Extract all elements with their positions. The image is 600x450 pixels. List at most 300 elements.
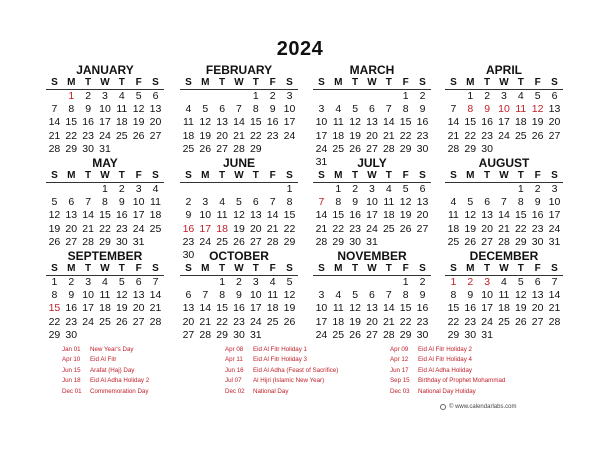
month-february bbox=[180, 64, 298, 156]
day-cell: 4 bbox=[335, 289, 342, 302]
day-empty bbox=[330, 276, 347, 289]
day-cell: 14 bbox=[82, 209, 94, 222]
weekday-label: F bbox=[130, 170, 147, 183]
day-cell: 24 bbox=[315, 142, 328, 155]
day-cell: 15 bbox=[99, 209, 111, 222]
day-cell: 13 bbox=[149, 103, 162, 116]
day-cell: 9 bbox=[185, 209, 192, 222]
day-cell: 20 bbox=[216, 129, 228, 142]
weekday-label: S bbox=[546, 170, 563, 183]
day-cell: 20 bbox=[548, 116, 561, 129]
day-cell: 9 bbox=[534, 196, 541, 209]
day-cell: 7 bbox=[385, 289, 392, 302]
day-cell: 26 bbox=[115, 315, 128, 328]
day-cell-holiday: 12 bbox=[531, 103, 544, 116]
month-name: OCTOBER bbox=[209, 249, 269, 263]
weekday-label: W bbox=[231, 263, 248, 276]
weekday-label: T bbox=[479, 170, 496, 183]
holiday-row bbox=[62, 366, 149, 376]
day-cell: 2 bbox=[419, 276, 426, 288]
day-cell: 26 bbox=[349, 328, 361, 341]
day-cell-holiday: 8 bbox=[467, 103, 474, 116]
day-cell: 19 bbox=[349, 315, 361, 328]
holiday-date: Jul 07 bbox=[225, 377, 242, 385]
weekday-label: S bbox=[445, 170, 462, 183]
calendar-year-title: 2024 bbox=[276, 38, 324, 60]
holiday-date: Jan 01 bbox=[62, 346, 81, 353]
day-cell: 5 bbox=[135, 90, 142, 102]
day-cell: 9 bbox=[269, 103, 276, 116]
day-cell: 23 bbox=[82, 129, 94, 142]
day-cell: 5 bbox=[517, 276, 524, 288]
day-cell: 15 bbox=[399, 116, 412, 129]
day-empty bbox=[46, 90, 63, 103]
day-cell: 23 bbox=[233, 315, 245, 328]
day-cell: 31 bbox=[132, 235, 145, 248]
day-cell: 17 bbox=[548, 209, 561, 222]
holiday-row bbox=[62, 376, 149, 386]
day-cell: 24 bbox=[498, 129, 510, 142]
day-cell: 12 bbox=[199, 116, 212, 129]
day-cell: 5 bbox=[286, 276, 293, 288]
day-empty bbox=[180, 90, 197, 103]
day-cell: 5 bbox=[402, 183, 409, 195]
day-cell: 25 bbox=[266, 315, 279, 328]
day-cell: 30 bbox=[416, 328, 429, 341]
day-empty bbox=[247, 183, 264, 196]
day-cell: 1 bbox=[517, 183, 524, 195]
day-cell: 22 bbox=[249, 129, 262, 142]
day-empty bbox=[380, 276, 397, 289]
holiday-column bbox=[225, 345, 338, 397]
day-cell: 13 bbox=[416, 196, 429, 209]
day-cell: 3 bbox=[551, 183, 558, 195]
holiday-row bbox=[225, 366, 338, 376]
day-cell: 18 bbox=[498, 302, 510, 315]
day-cell: 23 bbox=[115, 222, 128, 235]
day-cell: 8 bbox=[68, 103, 75, 116]
day-empty bbox=[496, 183, 513, 196]
holiday-name: Arafat (Haj) Day bbox=[90, 366, 135, 374]
day-cell: 24 bbox=[366, 222, 378, 235]
month-name: FEBRUARY bbox=[205, 63, 273, 77]
day-cell-holiday: 9 bbox=[484, 103, 491, 116]
day-cell: 17 bbox=[249, 302, 262, 315]
day-cell: 22 bbox=[216, 315, 228, 328]
day-cell: 1 bbox=[51, 276, 58, 288]
weekday-label: T bbox=[347, 77, 364, 90]
holiday-date: Apr 09 bbox=[390, 346, 409, 353]
month-grid bbox=[445, 77, 563, 156]
day-cell: 9 bbox=[419, 103, 426, 116]
day-cell: 11 bbox=[332, 302, 344, 315]
day-cell: 7 bbox=[450, 103, 457, 116]
day-cell: 10 bbox=[366, 196, 378, 209]
day-cell-holiday: 7 bbox=[318, 196, 325, 209]
day-cell: 31 bbox=[315, 155, 328, 168]
day-empty bbox=[180, 183, 197, 196]
weekday-label: S bbox=[445, 263, 462, 276]
day-cell: 6 bbox=[551, 90, 558, 102]
day-cell: 4 bbox=[152, 183, 159, 195]
day-cell: 3 bbox=[501, 90, 507, 102]
day-empty bbox=[445, 183, 462, 196]
day-cell: 7 bbox=[269, 196, 276, 209]
day-cell: 5 bbox=[236, 196, 242, 209]
day-cell: 24 bbox=[132, 222, 145, 235]
day-cell: 6 bbox=[252, 196, 259, 209]
day-cell: 15 bbox=[447, 302, 460, 315]
weekday-label: M bbox=[197, 77, 214, 90]
weekday-label: F bbox=[529, 263, 546, 276]
day-cell: 13 bbox=[132, 289, 145, 302]
holiday-date: Apr 12 bbox=[390, 356, 409, 364]
day-cell: 19 bbox=[199, 129, 212, 142]
day-cell: 26 bbox=[349, 142, 361, 155]
day-cell: 10 bbox=[99, 103, 111, 116]
holiday-name: National Day Holiday bbox=[418, 387, 476, 395]
day-empty bbox=[214, 90, 231, 103]
day-cell: 6 bbox=[369, 289, 375, 302]
day-cell: 20 bbox=[249, 222, 262, 235]
day-cell: 7 bbox=[236, 103, 242, 116]
day-cell: 21 bbox=[149, 302, 162, 315]
month-name: SEPTEMBER bbox=[67, 249, 143, 263]
weekday-label: S bbox=[180, 170, 197, 183]
holiday-name: Al Hijri (Islamic New Year) bbox=[253, 377, 325, 385]
day-cell: 8 bbox=[102, 196, 108, 209]
day-cell: 8 bbox=[335, 196, 342, 209]
day-cell: 10 bbox=[548, 196, 561, 209]
month-grid bbox=[445, 263, 563, 342]
day-cell: 17 bbox=[132, 209, 145, 222]
day-cell: 27 bbox=[531, 315, 544, 328]
month-grid bbox=[180, 263, 298, 342]
day-cell: 24 bbox=[548, 222, 561, 235]
day-cell: 17 bbox=[283, 116, 296, 129]
day-cell: 28 bbox=[82, 235, 94, 248]
day-cell: 22 bbox=[514, 222, 527, 235]
day-cell: 23 bbox=[349, 222, 361, 235]
weekday-label: T bbox=[347, 170, 364, 183]
day-cell: 9 bbox=[419, 289, 426, 302]
day-cell: 18 bbox=[514, 116, 527, 129]
holiday-row bbox=[390, 387, 505, 397]
day-cell: 9 bbox=[85, 103, 92, 116]
day-cell: 12 bbox=[399, 196, 412, 209]
day-cell: 19 bbox=[283, 302, 296, 315]
day-cell: 21 bbox=[315, 222, 328, 235]
weekday-label: W bbox=[97, 170, 114, 183]
month-june bbox=[180, 157, 298, 262]
weekday-label: W bbox=[231, 170, 248, 183]
day-cell: 4 bbox=[185, 103, 192, 116]
day-cell-holiday: 10 bbox=[498, 103, 510, 116]
weekday-label: T bbox=[113, 170, 130, 183]
weekday-label: S bbox=[180, 263, 197, 276]
day-cell-holiday: 18 bbox=[216, 222, 228, 235]
weekday-label: S bbox=[546, 263, 563, 276]
holiday-date: Jun 18 bbox=[62, 377, 81, 385]
day-cell: 17 bbox=[315, 129, 328, 142]
day-cell: 26 bbox=[531, 129, 544, 142]
day-cell: 2 bbox=[185, 196, 192, 209]
day-cell-holiday: 11 bbox=[515, 103, 527, 116]
day-cell: 31 bbox=[249, 328, 262, 341]
day-cell: 16 bbox=[531, 209, 544, 222]
day-cell: 7 bbox=[202, 289, 209, 302]
day-cell: 11 bbox=[182, 116, 194, 129]
weekday-label: S bbox=[445, 77, 462, 90]
month-july bbox=[313, 157, 431, 249]
month-grid bbox=[313, 170, 431, 249]
weekday-label: S bbox=[281, 170, 298, 183]
month-march bbox=[313, 64, 431, 169]
day-cell: 23 bbox=[464, 315, 477, 328]
day-cell: 8 bbox=[286, 196, 293, 209]
month-name: JUNE bbox=[222, 156, 255, 170]
weekday-label: T bbox=[347, 263, 364, 276]
day-cell: 18 bbox=[332, 129, 345, 142]
day-cell: 4 bbox=[335, 103, 342, 116]
day-cell: 28 bbox=[447, 142, 460, 155]
day-empty bbox=[231, 90, 248, 103]
weekday-label: F bbox=[264, 77, 281, 90]
day-cell: 9 bbox=[68, 289, 75, 302]
weekday-label: F bbox=[529, 77, 546, 90]
day-empty bbox=[197, 183, 214, 196]
day-empty bbox=[462, 183, 479, 196]
day-cell: 21 bbox=[199, 315, 212, 328]
day-cell: 11 bbox=[332, 116, 344, 129]
day-cell-holiday: 1 bbox=[450, 276, 457, 288]
holiday-row bbox=[390, 366, 505, 376]
weekday-label: S bbox=[414, 263, 431, 276]
day-cell: 22 bbox=[65, 129, 78, 142]
holiday-row bbox=[62, 387, 149, 397]
day-cell: 24 bbox=[99, 129, 111, 142]
day-empty bbox=[80, 183, 97, 196]
weekday-label: W bbox=[496, 263, 513, 276]
day-cell: 2 bbox=[118, 183, 125, 195]
day-cell: 17 bbox=[315, 315, 328, 328]
day-cell: 27 bbox=[366, 328, 378, 341]
day-cell: 14 bbox=[48, 116, 61, 129]
day-cell: 12 bbox=[464, 209, 477, 222]
day-empty bbox=[46, 183, 63, 196]
holiday-name: National Day bbox=[253, 387, 289, 395]
weekday-label: T bbox=[512, 263, 529, 276]
day-cell: 4 bbox=[118, 90, 125, 102]
day-cell: 8 bbox=[450, 289, 457, 302]
day-cell: 9 bbox=[352, 196, 359, 209]
day-cell: 12 bbox=[132, 103, 145, 116]
day-empty bbox=[364, 276, 381, 289]
day-cell: 10 bbox=[132, 196, 145, 209]
month-grid bbox=[46, 170, 164, 249]
day-cell: 24 bbox=[283, 129, 296, 142]
holiday-name: Birthday of Prophet Mohammad bbox=[418, 377, 506, 385]
day-cell: 29 bbox=[514, 235, 527, 248]
day-cell: 20 bbox=[132, 302, 145, 315]
holiday-name: Eid Al Adha Holiday bbox=[418, 366, 473, 374]
day-cell: 18 bbox=[382, 209, 395, 222]
day-cell: 25 bbox=[149, 222, 162, 235]
day-cell-holiday: 16 bbox=[182, 222, 195, 235]
weekday-label: W bbox=[97, 77, 114, 90]
day-cell: 6 bbox=[219, 103, 226, 116]
day-cell: 11 bbox=[267, 289, 279, 302]
day-cell: 22 bbox=[48, 315, 61, 328]
day-cell: 1 bbox=[286, 183, 293, 195]
weekday-label: T bbox=[380, 170, 397, 183]
credit-line[interactable] bbox=[440, 404, 516, 410]
day-cell: 23 bbox=[182, 235, 195, 248]
day-cell: 6 bbox=[135, 276, 142, 288]
day-cell: 20 bbox=[366, 315, 378, 328]
day-empty bbox=[180, 276, 197, 289]
day-cell: 17 bbox=[481, 302, 493, 315]
day-empty bbox=[313, 276, 330, 289]
day-empty bbox=[364, 90, 381, 103]
day-cell: 3 bbox=[202, 196, 209, 209]
day-cell: 4 bbox=[219, 196, 226, 209]
day-cell: 1 bbox=[402, 276, 409, 288]
day-cell-holiday: 3 bbox=[484, 276, 491, 288]
day-cell: 6 bbox=[68, 196, 75, 209]
day-cell: 17 bbox=[498, 116, 510, 129]
holiday-column bbox=[62, 345, 149, 397]
day-empty bbox=[231, 183, 248, 196]
day-cell: 3 bbox=[318, 103, 325, 116]
day-cell: 29 bbox=[65, 142, 78, 155]
day-cell: 27 bbox=[132, 315, 145, 328]
day-cell: 25 bbox=[115, 129, 128, 142]
holiday-date: Jun 15 bbox=[62, 366, 81, 374]
day-cell: 15 bbox=[216, 302, 228, 315]
holiday-name: Eid Al Fitr bbox=[90, 356, 117, 364]
weekday-label: F bbox=[130, 77, 147, 90]
day-cell: 29 bbox=[399, 328, 412, 341]
weekday-label: F bbox=[264, 170, 281, 183]
weekday-label: M bbox=[462, 170, 479, 183]
weekday-label: M bbox=[197, 170, 214, 183]
day-cell: 28 bbox=[149, 315, 162, 328]
day-cell: 15 bbox=[464, 116, 477, 129]
day-cell: 6 bbox=[369, 103, 375, 116]
weekday-label: T bbox=[113, 263, 130, 276]
month-name: JANUARY bbox=[76, 63, 134, 77]
day-cell: 10 bbox=[82, 289, 94, 302]
day-cell: 4 bbox=[385, 183, 392, 195]
day-cell: 31 bbox=[366, 235, 378, 248]
day-cell: 18 bbox=[332, 315, 345, 328]
day-cell: 16 bbox=[233, 302, 245, 315]
day-empty bbox=[313, 183, 330, 196]
day-cell: 20 bbox=[531, 302, 544, 315]
weekday-label: S bbox=[546, 77, 563, 90]
day-cell: 28 bbox=[382, 328, 395, 341]
day-cell: 10 bbox=[283, 103, 296, 116]
day-cell: 12 bbox=[349, 116, 361, 129]
day-cell: 21 bbox=[498, 222, 510, 235]
month-december bbox=[445, 250, 563, 342]
day-cell: 10 bbox=[315, 116, 328, 129]
holiday-row bbox=[225, 345, 338, 355]
holiday-name: Eid Al Fitr Holiday 2 bbox=[418, 346, 472, 353]
day-cell: 28 bbox=[48, 142, 61, 155]
day-cell: 25 bbox=[216, 235, 228, 248]
day-cell: 2 bbox=[352, 183, 359, 195]
weekday-label: S bbox=[281, 77, 298, 90]
day-cell: 27 bbox=[216, 142, 228, 155]
day-cell: 14 bbox=[548, 289, 561, 302]
day-cell: 30 bbox=[464, 328, 477, 341]
month-grid bbox=[313, 263, 431, 342]
weekday-label: S bbox=[313, 263, 330, 276]
day-cell: 19 bbox=[115, 302, 128, 315]
day-cell: 11 bbox=[150, 196, 161, 209]
day-cell: 31 bbox=[548, 235, 561, 248]
day-cell: 28 bbox=[233, 142, 245, 155]
holiday-date: Dec 01 bbox=[62, 387, 82, 395]
day-cell: 21 bbox=[447, 129, 460, 142]
weekday-label: W bbox=[496, 77, 513, 90]
weekday-label: S bbox=[147, 77, 164, 90]
holiday-date: Jun 17 bbox=[390, 366, 409, 374]
day-cell: 19 bbox=[48, 222, 61, 235]
weekday-label: M bbox=[63, 263, 80, 276]
day-cell: 30 bbox=[233, 328, 245, 341]
day-cell: 26 bbox=[199, 142, 212, 155]
day-cell: 14 bbox=[382, 116, 395, 129]
month-name: APRIL bbox=[486, 63, 522, 77]
day-cell: 14 bbox=[149, 289, 162, 302]
day-cell: 23 bbox=[531, 222, 544, 235]
day-cell: 29 bbox=[99, 235, 111, 248]
holiday-name: New Year's Day bbox=[90, 346, 134, 353]
day-cell: 16 bbox=[65, 302, 78, 315]
day-cell: 29 bbox=[464, 142, 477, 155]
month-april bbox=[445, 64, 563, 156]
day-cell: 15 bbox=[249, 116, 262, 129]
day-cell: 29 bbox=[283, 235, 296, 248]
day-cell: 13 bbox=[216, 116, 228, 129]
month-name: MAY bbox=[92, 156, 118, 170]
day-cell: 15 bbox=[283, 209, 296, 222]
holiday-date: Dec 03 bbox=[390, 387, 410, 395]
day-cell: 16 bbox=[82, 116, 94, 129]
day-cell: 27 bbox=[149, 129, 162, 142]
day-cell: 21 bbox=[82, 222, 94, 235]
day-cell: 29 bbox=[249, 142, 262, 155]
day-cell: 7 bbox=[385, 103, 392, 116]
day-cell: 9 bbox=[236, 289, 242, 302]
weekday-label: S bbox=[281, 263, 298, 276]
day-cell: 18 bbox=[99, 302, 111, 315]
weekday-label: W bbox=[364, 77, 381, 90]
day-cell: 25 bbox=[382, 222, 395, 235]
day-cell: 22 bbox=[399, 129, 412, 142]
day-cell: 19 bbox=[349, 129, 361, 142]
weekday-label: T bbox=[80, 170, 97, 183]
day-cell: 7 bbox=[51, 103, 58, 116]
day-cell: 13 bbox=[366, 116, 378, 129]
weekday-label: M bbox=[330, 263, 347, 276]
weekday-label: S bbox=[414, 170, 431, 183]
day-cell: 24 bbox=[249, 315, 262, 328]
day-cell: 24 bbox=[481, 315, 493, 328]
